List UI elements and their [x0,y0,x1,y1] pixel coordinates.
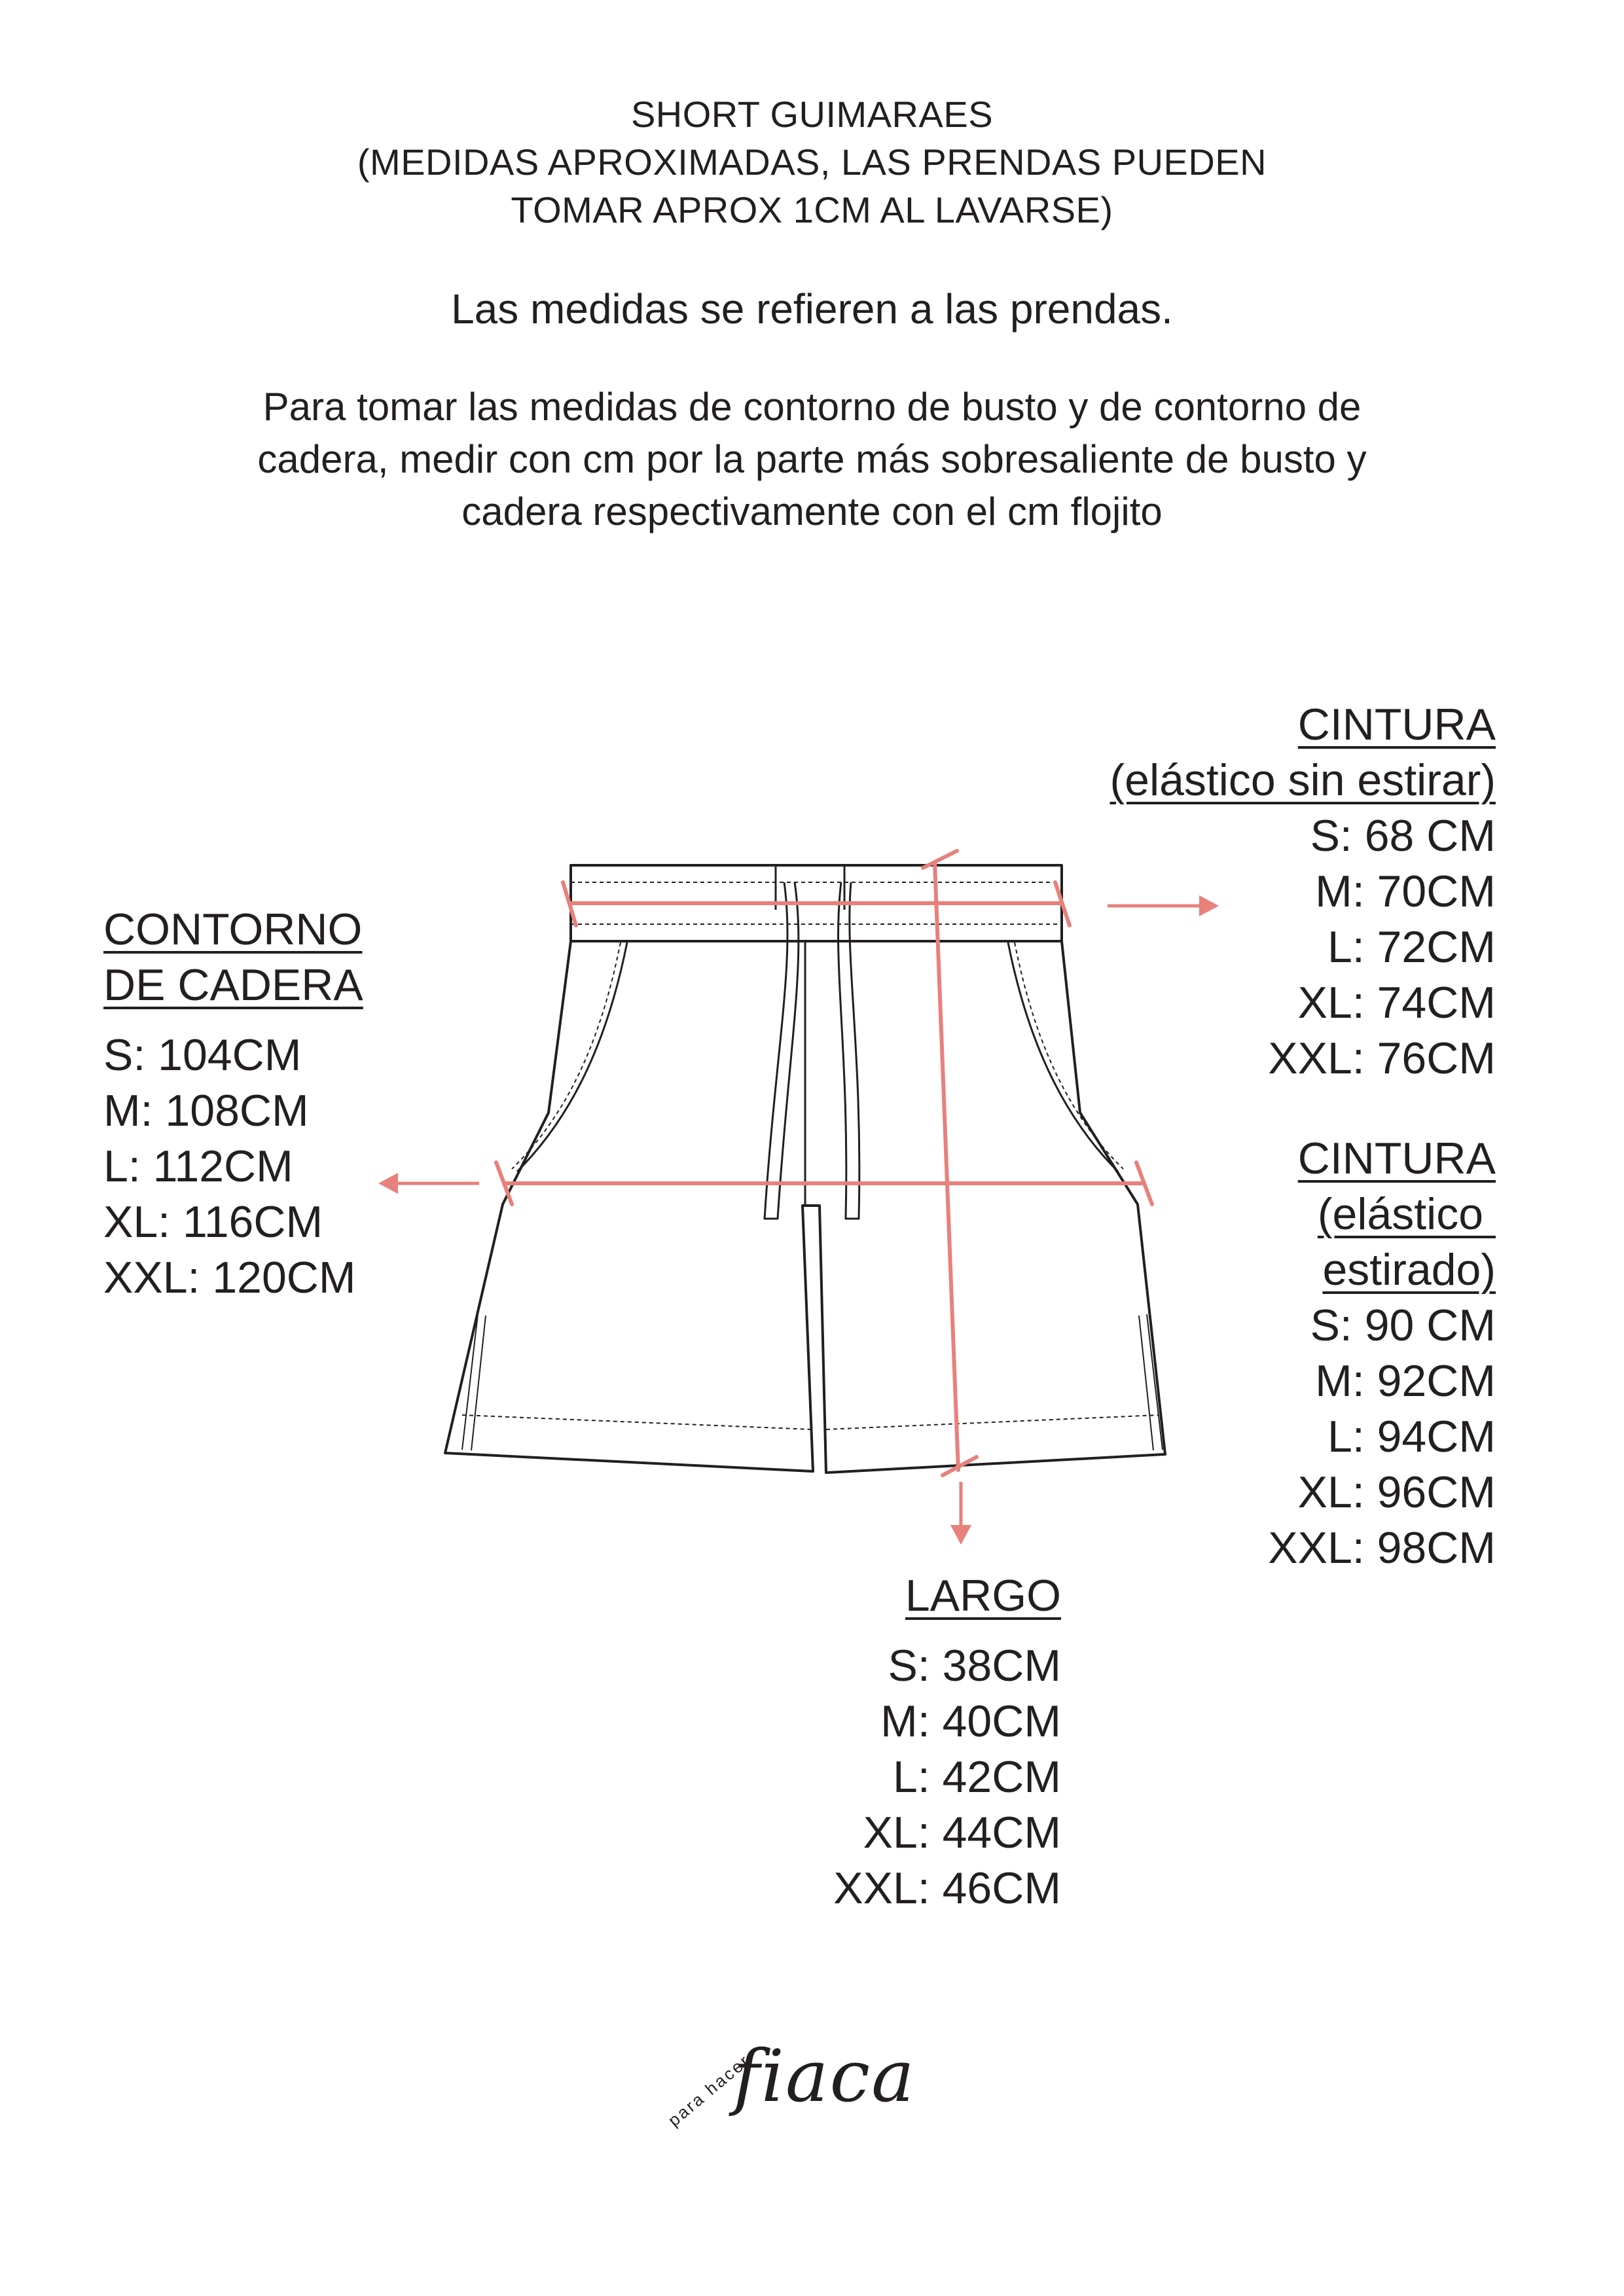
size-row: XXL: 98CM [1268,1523,1496,1573]
size-row: S: 104CM [103,1030,302,1080]
size-row: S: 68 CM [1310,811,1496,861]
size-row: L: 112CM [103,1141,293,1191]
size-row: L: 42CM [893,1752,1061,1802]
size-row: XXL: 120CM [103,1253,356,1302]
size-row: XL: 96CM [1297,1467,1496,1517]
left-hem-stitch [462,1415,812,1429]
length-measure-line [935,863,958,1470]
waist-relaxed-note: (elástico sin estirar) [1110,755,1496,805]
size-row: XXL: 46CM [833,1863,1061,1913]
length-size-list [833,1638,1061,1916]
title-line: (MEDIDAS APROXIMADAS, LAS PRENDAS PUEDEN [357,141,1267,183]
hip-size-list [103,1028,363,1306]
title-line: SHORT GUIMARAES [630,94,994,135]
hip-heading: DE CADERA [103,960,363,1010]
intro-line: cadera respectivamente con el cm flojito [461,490,1163,533]
size-row: L: 94CM [1327,1412,1496,1462]
hip-heading: CONTORNO [103,905,363,954]
drawstring-right [839,882,859,1219]
size-row: XXL: 76CM [1268,1033,1496,1083]
arrow-left-icon [378,1173,479,1194]
size-row: S: 90 CM [1310,1300,1496,1350]
arrow-down-icon [950,1482,971,1545]
size-row: M: 108CM [103,1086,309,1136]
hip-measurements [103,902,363,1306]
shorts-outline [445,865,1165,1473]
brand-logo [661,2003,936,2134]
title-line: TOMAR APROX 1CM AL LAVARSE) [511,189,1113,230]
waist-relaxed-heading: CINTURA [1297,700,1496,749]
size-row: M: 92CM [1315,1356,1496,1406]
right-pocket [1008,942,1118,1172]
waist-stretched-note: (elástico [1317,1189,1496,1239]
size-row: XL: 74CM [1297,978,1496,1028]
drawstring-left [765,882,799,1219]
size-row: M: 40CM [880,1696,1061,1746]
size-row: M: 70CM [1315,867,1496,916]
intro-line: Para tomar las medidas de contorno de busto y de contorno de [262,385,1362,429]
size-row: L: 72CM [1327,922,1496,972]
length-measurements [833,1568,1061,1916]
length-heading: LARGO [905,1571,1061,1621]
waist-stretched-note: estirado) [1322,1245,1496,1295]
size-row: XL: 116CM [103,1197,323,1247]
waist-relaxed-measurements [1110,697,1496,1086]
logo-small-text: para hacer [664,2050,755,2130]
right-hem-stitch [826,1415,1159,1429]
logo-script-text: fiaca [733,2034,916,2118]
page-subtitle: Las medidas se refieren a las prendas. [451,285,1173,332]
waist-stretched-heading: CINTURA [1297,1134,1496,1183]
waist-stretched-measurements [1268,1131,1496,1576]
length-measure-ticks [923,851,977,1475]
left-pocket [517,942,627,1172]
right-pocket-stitch [1015,942,1123,1169]
size-row: XL: 44CM [863,1808,1061,1857]
left-side-slit [462,1314,486,1450]
size-row: S: 38CM [888,1641,1061,1691]
intro-line: cadera, medir con cm por la parte más sobresaliente de busto y [257,437,1367,481]
